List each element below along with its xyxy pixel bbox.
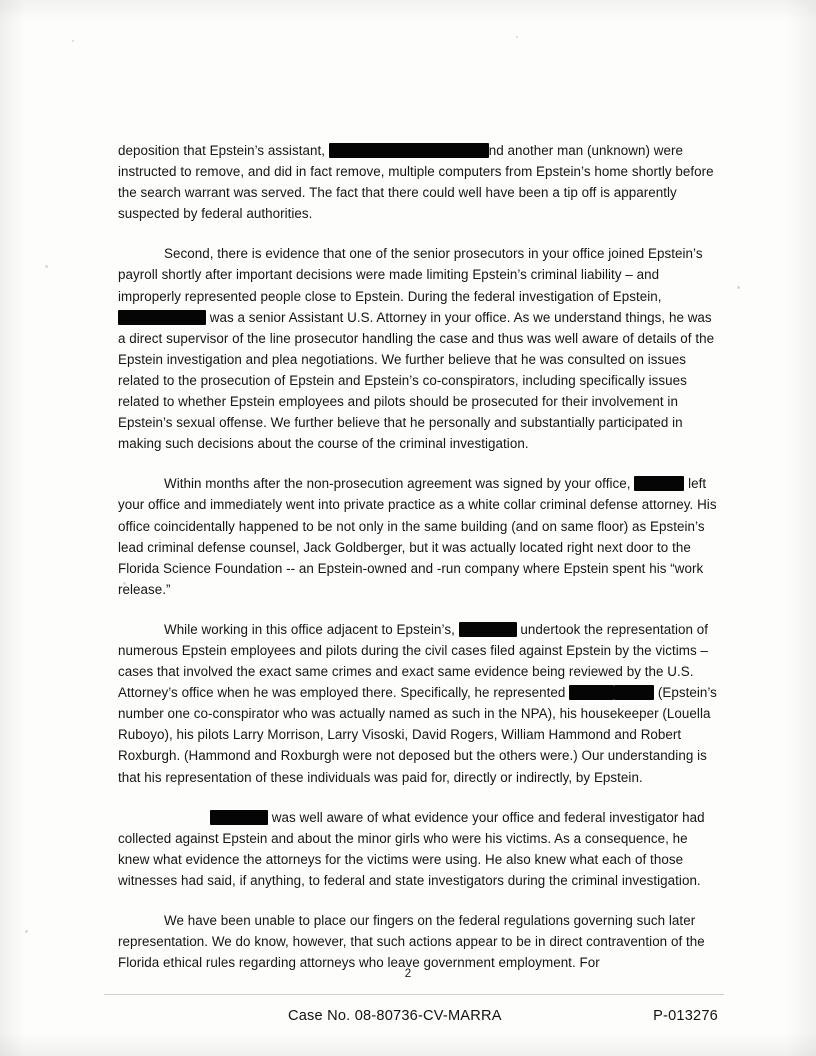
scan-speck bbox=[737, 286, 740, 289]
scan-speck bbox=[25, 930, 28, 933]
paragraph bbox=[118, 140, 722, 224]
text-run: Second, there is evidence that one of the senior prosecutors in your office joined Epstein’s payroll shortly after important decisions were made limiting Epstein’s criminal liability – and improperly represented people close to Epstein. During the federal investigation of Epstein, bbox=[118, 246, 703, 304]
redaction-bar bbox=[329, 143, 489, 158]
scan-speck bbox=[72, 40, 74, 42]
text-run: undertook the representation of numerous Epstein employees and pilots during the civil cases filed against Epstein by the victims – cases that involved the exact same crimes and exact same evidence being reviewed by the U.S. Attorney’s office when he was employed there. Specifically, he represented bbox=[118, 621, 709, 701]
page-footer bbox=[118, 1008, 718, 1024]
text-run: was a senior Assistant U.S. Attorney in your office. As we understand things, he was a direct supervisor of the line prosecutor handling the case and thus was well aware of details of the Epstein investigation and plea negotiations. We further believe that he was consulted on issues related to the prosecution of Epstein and Epstein’s co-conspirators, including specifically issues related to whether Epstein employees and pilots should be prosecuted for their involvement in Epstein’s sexual offense. We further believe that he personally and substantially participated in making such decisions about the course of the criminal investigation. bbox=[118, 309, 715, 452]
paragraph bbox=[118, 910, 722, 973]
bates-number: P-013276 bbox=[653, 1008, 718, 1024]
text-run: nd another man (unknown) were instructed to remove, and did in fact remove, multiple computers from Epstein’s home shortly before the search warrant was served. The fact that there could well have been a tip off is apparently suspected by federal authorities. bbox=[118, 143, 714, 222]
redaction-bar bbox=[569, 685, 614, 700]
text-run: We have been unable to place our fingers on the federal regulations governing such later representation. We do know, however, that such actions appear to be in direct contravention of the Florida ethical rules regarding attorneys who leave government employment. For bbox=[118, 913, 705, 971]
redaction-bar bbox=[634, 476, 684, 491]
text-run: Within months after the non-prosecution agreement was signed by your office, bbox=[164, 476, 635, 492]
text-run: While working in this office adjacent to Epstein’s, bbox=[164, 621, 459, 637]
scan-speck bbox=[45, 265, 48, 268]
case-number: Case No. 08-80736-CV-MARRA bbox=[288, 1008, 502, 1024]
redaction-bar bbox=[118, 310, 206, 325]
paragraph bbox=[118, 807, 722, 891]
redaction-bar bbox=[210, 810, 268, 825]
text-run: (Epstein’s number one co-conspirator who was actually named as such in the NPA), his housekeeper (Louella Ruboyo), his pilots Larry Morrison, Larry Visoski, David Rogers, William Hammond and Robert Roxburgh. (Hammond and Roxburgh were not deposed but the others were.) Our understanding is that his representation of these individuals was paid for, directly or indirectly, by Epstein. bbox=[118, 685, 717, 785]
text-run: deposition that Epstein’s assistant, bbox=[118, 143, 329, 158]
paragraph bbox=[118, 473, 722, 600]
document-body bbox=[118, 140, 722, 992]
redaction-bar bbox=[614, 685, 654, 700]
footer-divider bbox=[104, 994, 724, 995]
paragraph bbox=[118, 243, 722, 454]
page-number: 2 bbox=[404, 968, 412, 980]
scan-speck bbox=[516, 36, 518, 38]
paragraph bbox=[118, 619, 722, 788]
text-run: left your office and immediately went into private practice as a white collar criminal defense attorney. His office coincidentally happened to be not only in the same building (and on same floor) as Epstein’s lead criminal defense counsel, Jack Goldberger, but it was actually located right next door to the Florida Science Foundation -- an Epstein-owned and -run company where Epstein spent his “work release.” bbox=[118, 476, 717, 597]
text-run: was well aware of what evidence your office and federal investigator had collected against Epstein and about the minor girls who were his victims. As a consequence, he knew what evidence the attorneys for the victims were using. He also knew what each of those witnesses had said, if anything, to federal and state investigators during the criminal investigation. bbox=[118, 809, 705, 888]
redaction-bar bbox=[459, 622, 517, 637]
